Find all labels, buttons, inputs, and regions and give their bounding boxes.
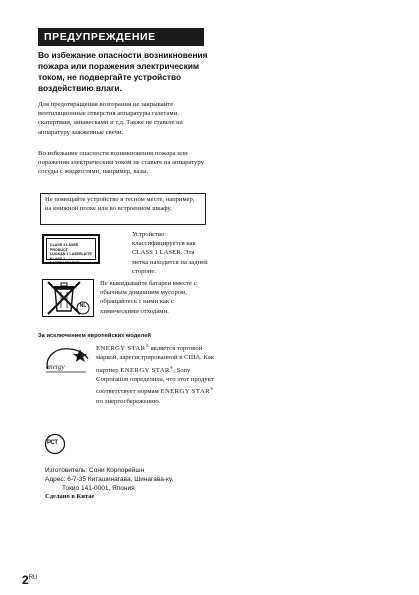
laser-label-line-1: CLASS 1 LASER PRODUCT (50, 243, 79, 252)
section-header (38, 28, 204, 46)
liquids-paragraph: Во избежание опасности возникновения пожара или поражения электрическим током не ставьте на аппаратуру сосуды с жидкостями, например, вазы. (38, 150, 205, 176)
laser-class-text: Устройство классифицируется как CLASS 1 LASER. Эта метка находится на задней стороне. (132, 231, 208, 275)
energy-star-logo-icon (40, 345, 92, 377)
made-in-label: Сделано в Китае (45, 493, 95, 500)
crossed-bin-icon (42, 279, 94, 317)
energy-brand-2: ENERGY STAR (120, 366, 170, 374)
laser-class-label (42, 234, 100, 264)
page-language-code: RU (28, 575, 38, 581)
battery-disposal-text: Не выкидывайте батареи вместе с обычным домашним мусором, обращайтесь с ними как с химическими отходами. (100, 280, 197, 315)
energy-line-2-prefix: Как партнер (96, 354, 215, 374)
warning-heading: Во избежание опасности возникновения пожара или поражения электрическим током, не подвергайте устройство воздействию влаги. (38, 50, 208, 93)
energy-reg-3: ® (209, 386, 214, 392)
energy-line-1: является торговой маркой, зарегистрированной в США. (96, 345, 203, 362)
energy-line-2-suffix: , Sony Corporation определила, что этот продукт соответствует нормам (96, 366, 214, 396)
laser-label-line-2: LUOKAN 1 LASERLAITE (50, 252, 92, 257)
section-title: ПРЕДУПРЕЖДЕНИЕ (44, 31, 156, 43)
manufacturer-line-1: Изготовитель: Сони Корпорейшн (45, 467, 145, 474)
page-number-digit: 2 (22, 573, 29, 587)
energy-reg-2: ® (169, 364, 174, 370)
page-number (22, 573, 37, 587)
laser-label-line-3: KLASS 1 LASERAPPARAT (50, 256, 80, 266)
placement-notice-text: Не помещайте устройство в тесном месте, например, на книжной полке или во встроенном шкафу. (45, 196, 195, 212)
energy-brand-3: ENERGY STAR (160, 388, 210, 396)
placement-notice-box (40, 193, 206, 225)
manufacturer-line-3: Токио 141-0001, Япония (62, 485, 135, 492)
energy-reg-1: ® (145, 343, 149, 348)
manufacturer-line-2: Адрес: 6-7-35 Киташинагава, Шинагава-ку, (45, 476, 174, 483)
energy-star-description (96, 341, 216, 406)
energy-logo-wordmark: energy (46, 363, 65, 371)
certification-mark-text: РСТ (47, 440, 58, 446)
energy-brand-1: ENERGY STAR (96, 345, 146, 353)
energy-line-3-suffix: по энергосбережению. (96, 397, 161, 405)
energy-star-heading: За исключением европейских моделей (38, 333, 151, 339)
ventilation-paragraph: Для предотвращения возгорания не закрывайте вентиляционные отверстия аппаратуры газетами, скатертями, занавесками и т.д. Также не ставьте на аппаратуру зажженные свечи. (38, 101, 183, 136)
nl-label: NL (79, 303, 87, 309)
laser-class-label-inner (46, 238, 96, 266)
